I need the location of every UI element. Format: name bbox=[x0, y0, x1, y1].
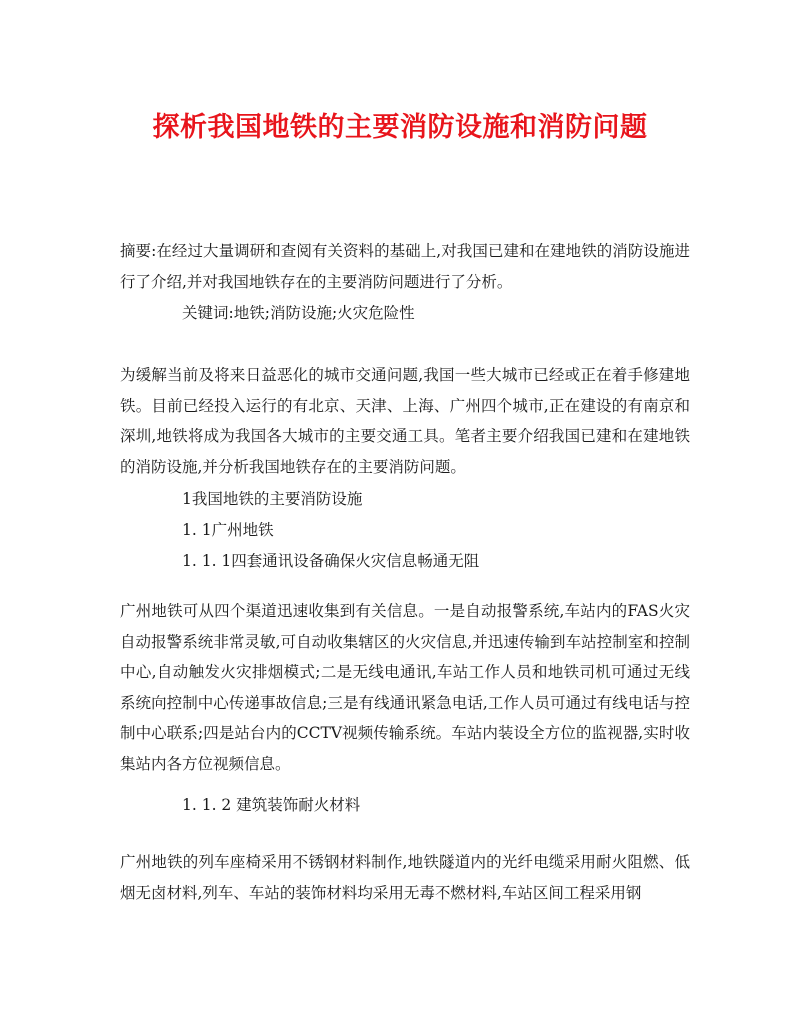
abstract-paragraph: 摘要:在经过大量调研和查阅有关资料的基础上,对我国已建和在建地铁的消防设施进行了介绍,并对我国地铁存在的主要消防问题进行了分析。 bbox=[120, 242, 690, 291]
section-heading-1-1-1: 1. 1. 1四套通讯设备确保火灾信息畅通无阻 bbox=[182, 552, 480, 570]
keywords-line: 关键词:地铁;消防设施;火灾危险性 bbox=[182, 304, 415, 322]
section-heading-1: 1我国地铁的主要消防设施 bbox=[182, 490, 363, 508]
body-paragraph-1: 广州地铁可从四个渠道迅速收集到有关信息。一是自动报警系统,车站内的FAS火灾自动报警系统非常灵敏,可自动收集辖区的火灾信息,并迅速传输到车站控制室和控制中心,自动触发火灾排烟模式;二是无线电通讯,车站工作人员和地铁司机可通过无线系统向控制中心传递事故信息;三是有线通讯紧急电话,工作人员可通过有线电话与控制中心联系;四是站台内的CCTV视频传输系统。车站内装设全方位的监视器,实时收集站内各方位视频信息。 bbox=[120, 602, 690, 773]
section-heading-1-1-2: 1. 1. 2 建筑装饰耐火材料 bbox=[182, 796, 361, 814]
intro-paragraph: 为缓解当前及将来日益恶化的城市交通问题,我国一些大城市已经或正在着手修建地铁。目前已经投入运行的有北京、天津、上海、广州四个城市,正在建设的有南京和深圳,地铁将成为我国各大城市的主要交通工具。笔者主要介绍我国已建和在建地铁的消防设施,并分析我国地铁存在的主要消防问题。 bbox=[120, 366, 690, 476]
body-paragraph-2: 广州地铁的列车座椅采用不锈钢材料制作,地铁隧道内的光纤电缆采用耐火阻燃、低烟无卤材料,列车、车站的装饰材料均采用无毒不燃材料,车站区间工程采用钢 bbox=[120, 853, 690, 902]
body-paragraph-2-clip bbox=[0, 847, 800, 909]
section-heading-1-1: 1. 1广州地铁 bbox=[182, 521, 274, 539]
document-title: 探析我国地铁的主要消防设施和消防问题 bbox=[152, 112, 648, 143]
